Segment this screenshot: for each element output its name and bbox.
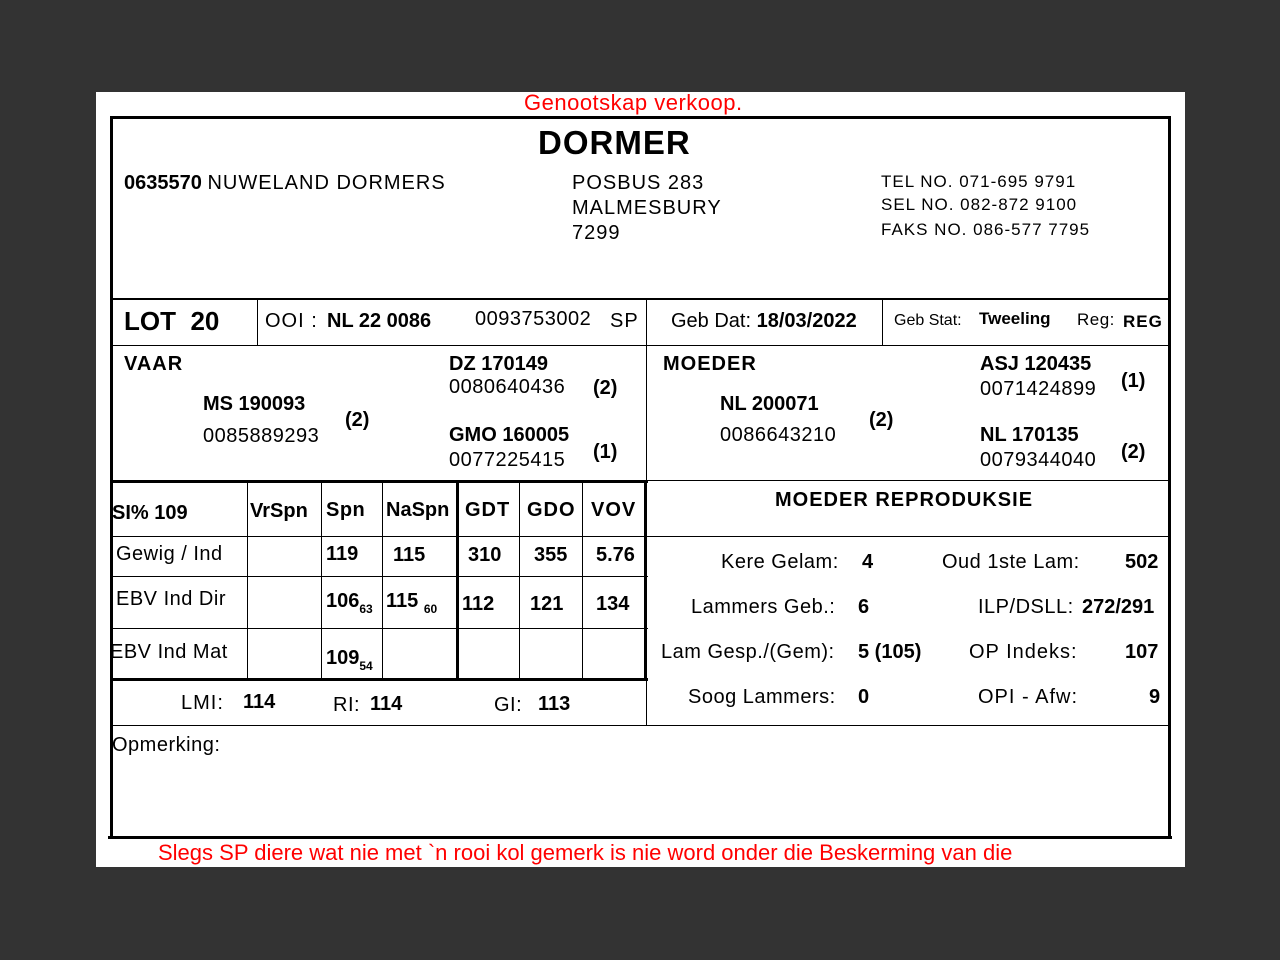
- row-label-ebv-dir: EBV Ind Dir: [116, 588, 226, 610]
- dam-sire-number: 0071424899: [980, 378, 1097, 400]
- op-indeks-value: 107: [1125, 641, 1159, 663]
- geb-stat-value: Tweeling: [979, 309, 1051, 328]
- repro-top-line: [646, 480, 1170, 481]
- col-header-naspn: NaSpn: [386, 499, 450, 521]
- col-header-spn: Spn: [326, 499, 366, 521]
- address-line-3: 7299: [572, 222, 621, 244]
- cell-spn: $109_{54}$: [326, 647, 373, 673]
- ilp-value: 272/291: [1082, 596, 1155, 618]
- perf-col-line-1: [247, 482, 248, 679]
- tel-number: TEL NO. 071-695 9791: [881, 172, 1077, 191]
- lam-gesp-value: 5 (105): [858, 641, 922, 663]
- perf-col-line-7: [644, 482, 647, 679]
- dam-grade: (2): [869, 409, 894, 431]
- perf-table-top-line: [110, 480, 648, 483]
- lot-row-top-line: [110, 298, 1170, 300]
- cell-naspn: 115: [393, 544, 426, 566]
- dam-sire-id: ASJ 120435: [980, 353, 1092, 375]
- sire-sire-number: 0080640436: [449, 376, 566, 398]
- sire-id: MS 190093: [203, 393, 306, 415]
- geb-dat: Geb Dat: 18/03/2022: [671, 310, 857, 332]
- sire-grade: (2): [345, 409, 370, 431]
- outer-top-border: [110, 116, 1170, 119]
- soog-label: Soog Lammers:: [688, 686, 836, 708]
- ri-label: RI:: [333, 694, 361, 716]
- perf-row-line-1: [110, 576, 648, 577]
- dam-dam-grade: (2): [1121, 441, 1146, 463]
- outer-bottom-border: [108, 836, 1172, 839]
- outer-right-border: [1168, 116, 1171, 839]
- index-row-bottom-line: [110, 725, 1170, 726]
- ooi-label: OOI :: [265, 310, 318, 332]
- perf-col-line-5: [519, 482, 520, 679]
- perf-header-line: [110, 536, 648, 537]
- opi-label: OPI - Afw:: [978, 686, 1079, 708]
- sire-dam-grade: (1): [593, 441, 618, 463]
- kere-gelam-value: 4: [862, 551, 874, 573]
- opi-value: 9: [1149, 686, 1161, 708]
- reg-value: REG: [1123, 312, 1163, 331]
- ooi-reg-number: 0093753002: [475, 308, 592, 330]
- footer-note: Slegs SP diere wat nie met `n rooi kol gemerk is nie word onder die Beskerming van die: [158, 840, 1013, 865]
- perf-col-line-6: [582, 482, 583, 679]
- oud-label: Oud 1ste Lam:: [942, 551, 1080, 573]
- dam-number: 0086643210: [720, 424, 837, 446]
- cell-spn: $106_{63}$: [326, 590, 373, 616]
- lot-row-bottom-line: [110, 345, 1170, 346]
- breed-title: DORMER: [538, 124, 691, 161]
- cell-vov: 5.76: [596, 544, 635, 566]
- cell-gdt: 112: [462, 593, 495, 615]
- sel-number: SEL NO. 082-872 9100: [881, 195, 1078, 214]
- moeder-label: MOEDER: [663, 353, 757, 375]
- lammers-geb-label: Lammers Geb.:: [691, 596, 836, 618]
- breeder-name: NUWELAND DORMERS: [207, 172, 446, 194]
- gi-value: 113: [538, 693, 571, 715]
- cell-naspn: 115 $_{60}$: [386, 590, 438, 616]
- opmerking-label: Opmerking:: [112, 734, 221, 756]
- perf-col-line-4: [456, 482, 459, 679]
- outer-left-border: [110, 116, 113, 839]
- cell-spn-sub: 63: [359, 602, 373, 616]
- lammers-geb-value: 6: [858, 596, 870, 618]
- repro-title: MOEDER REPRODUKSIE: [775, 489, 1034, 511]
- sire-dam-number: 0077225415: [449, 449, 566, 471]
- sp-marker: SP: [610, 310, 639, 332]
- sire-dam-id: GMO 160005: [449, 424, 570, 446]
- op-indeks-label: OP Indeks:: [969, 641, 1078, 663]
- perf-col-line-2: [321, 482, 322, 679]
- dam-dam-id: NL 170135: [980, 424, 1079, 446]
- dam-sire-grade: (1): [1121, 370, 1146, 392]
- dam-dam-number: 0079344040: [980, 449, 1097, 471]
- si-header: SI% 109: [112, 502, 188, 524]
- lot-divider-3: [882, 299, 883, 346]
- col-header-gdo: GDO: [527, 499, 576, 521]
- lam-gesp-label: Lam Gesp./(Gem):: [661, 641, 835, 663]
- header-note: Genootskap verkoop.: [524, 92, 743, 115]
- vaar-label: VAAR: [124, 353, 184, 375]
- address-line-1: POSBUS 283: [572, 172, 705, 194]
- row-label-ebv-mat: EBV Ind Mat: [110, 641, 228, 663]
- col-header-vov: VOV: [591, 499, 637, 521]
- perf-row-line-2: [110, 628, 648, 629]
- faks-number: FAKS NO. 086-577 7795: [881, 220, 1091, 239]
- sire-number: 0085889293: [203, 425, 320, 447]
- kere-gelam-label: Kere Gelam:: [721, 551, 839, 573]
- lot-divider-2: [646, 299, 647, 346]
- cell-gdo: 355: [534, 544, 568, 566]
- gi-label: GI:: [494, 694, 523, 716]
- ilp-label: ILP/DSLL:: [978, 596, 1074, 618]
- col-header-gdt: GDT: [465, 499, 511, 521]
- cell-spn-sub: 54: [359, 659, 373, 673]
- dam-id: NL 200071: [720, 393, 819, 415]
- breeder-id: 0635570: [124, 172, 202, 194]
- sire-sire-id: DZ 170149: [449, 353, 548, 375]
- cell-spn: 119: [326, 543, 359, 565]
- geb-stat-label: Geb Stat:: [894, 312, 962, 329]
- oud-value: 502: [1125, 551, 1159, 573]
- perf-table-bottom-line: [110, 678, 648, 681]
- breeder-info: [124, 172, 446, 195]
- cell-gdo: 121: [530, 593, 564, 615]
- address-line-2: MALMESBURY: [572, 197, 722, 219]
- reg-label: Reg:: [1077, 310, 1115, 329]
- geb-dat-value: 18/03/2022: [756, 310, 857, 332]
- ooi-id: NL 22 0086: [327, 310, 432, 332]
- lmi-value: 114: [243, 691, 276, 713]
- cell-gdt: 310: [468, 544, 502, 566]
- lot-card: [96, 92, 1185, 867]
- cell-vov: 134: [596, 593, 630, 615]
- lot-divider-1: [257, 299, 258, 346]
- perf-col-line-3: [382, 482, 383, 679]
- lmi-label: LMI:: [181, 692, 224, 714]
- soog-value: 0: [858, 686, 870, 708]
- lot-label: LOT 20: [124, 306, 220, 336]
- col-header-vrspn: VrSpn: [250, 500, 308, 522]
- repro-title-line: [646, 536, 1170, 537]
- cell-naspn-sub: 60: [423, 602, 438, 616]
- sire-sire-grade: (2): [593, 377, 618, 399]
- ri-value: 114: [370, 693, 403, 715]
- row-label-gewig: Gewig / Ind: [116, 543, 223, 565]
- lot-number: 20: [190, 306, 220, 336]
